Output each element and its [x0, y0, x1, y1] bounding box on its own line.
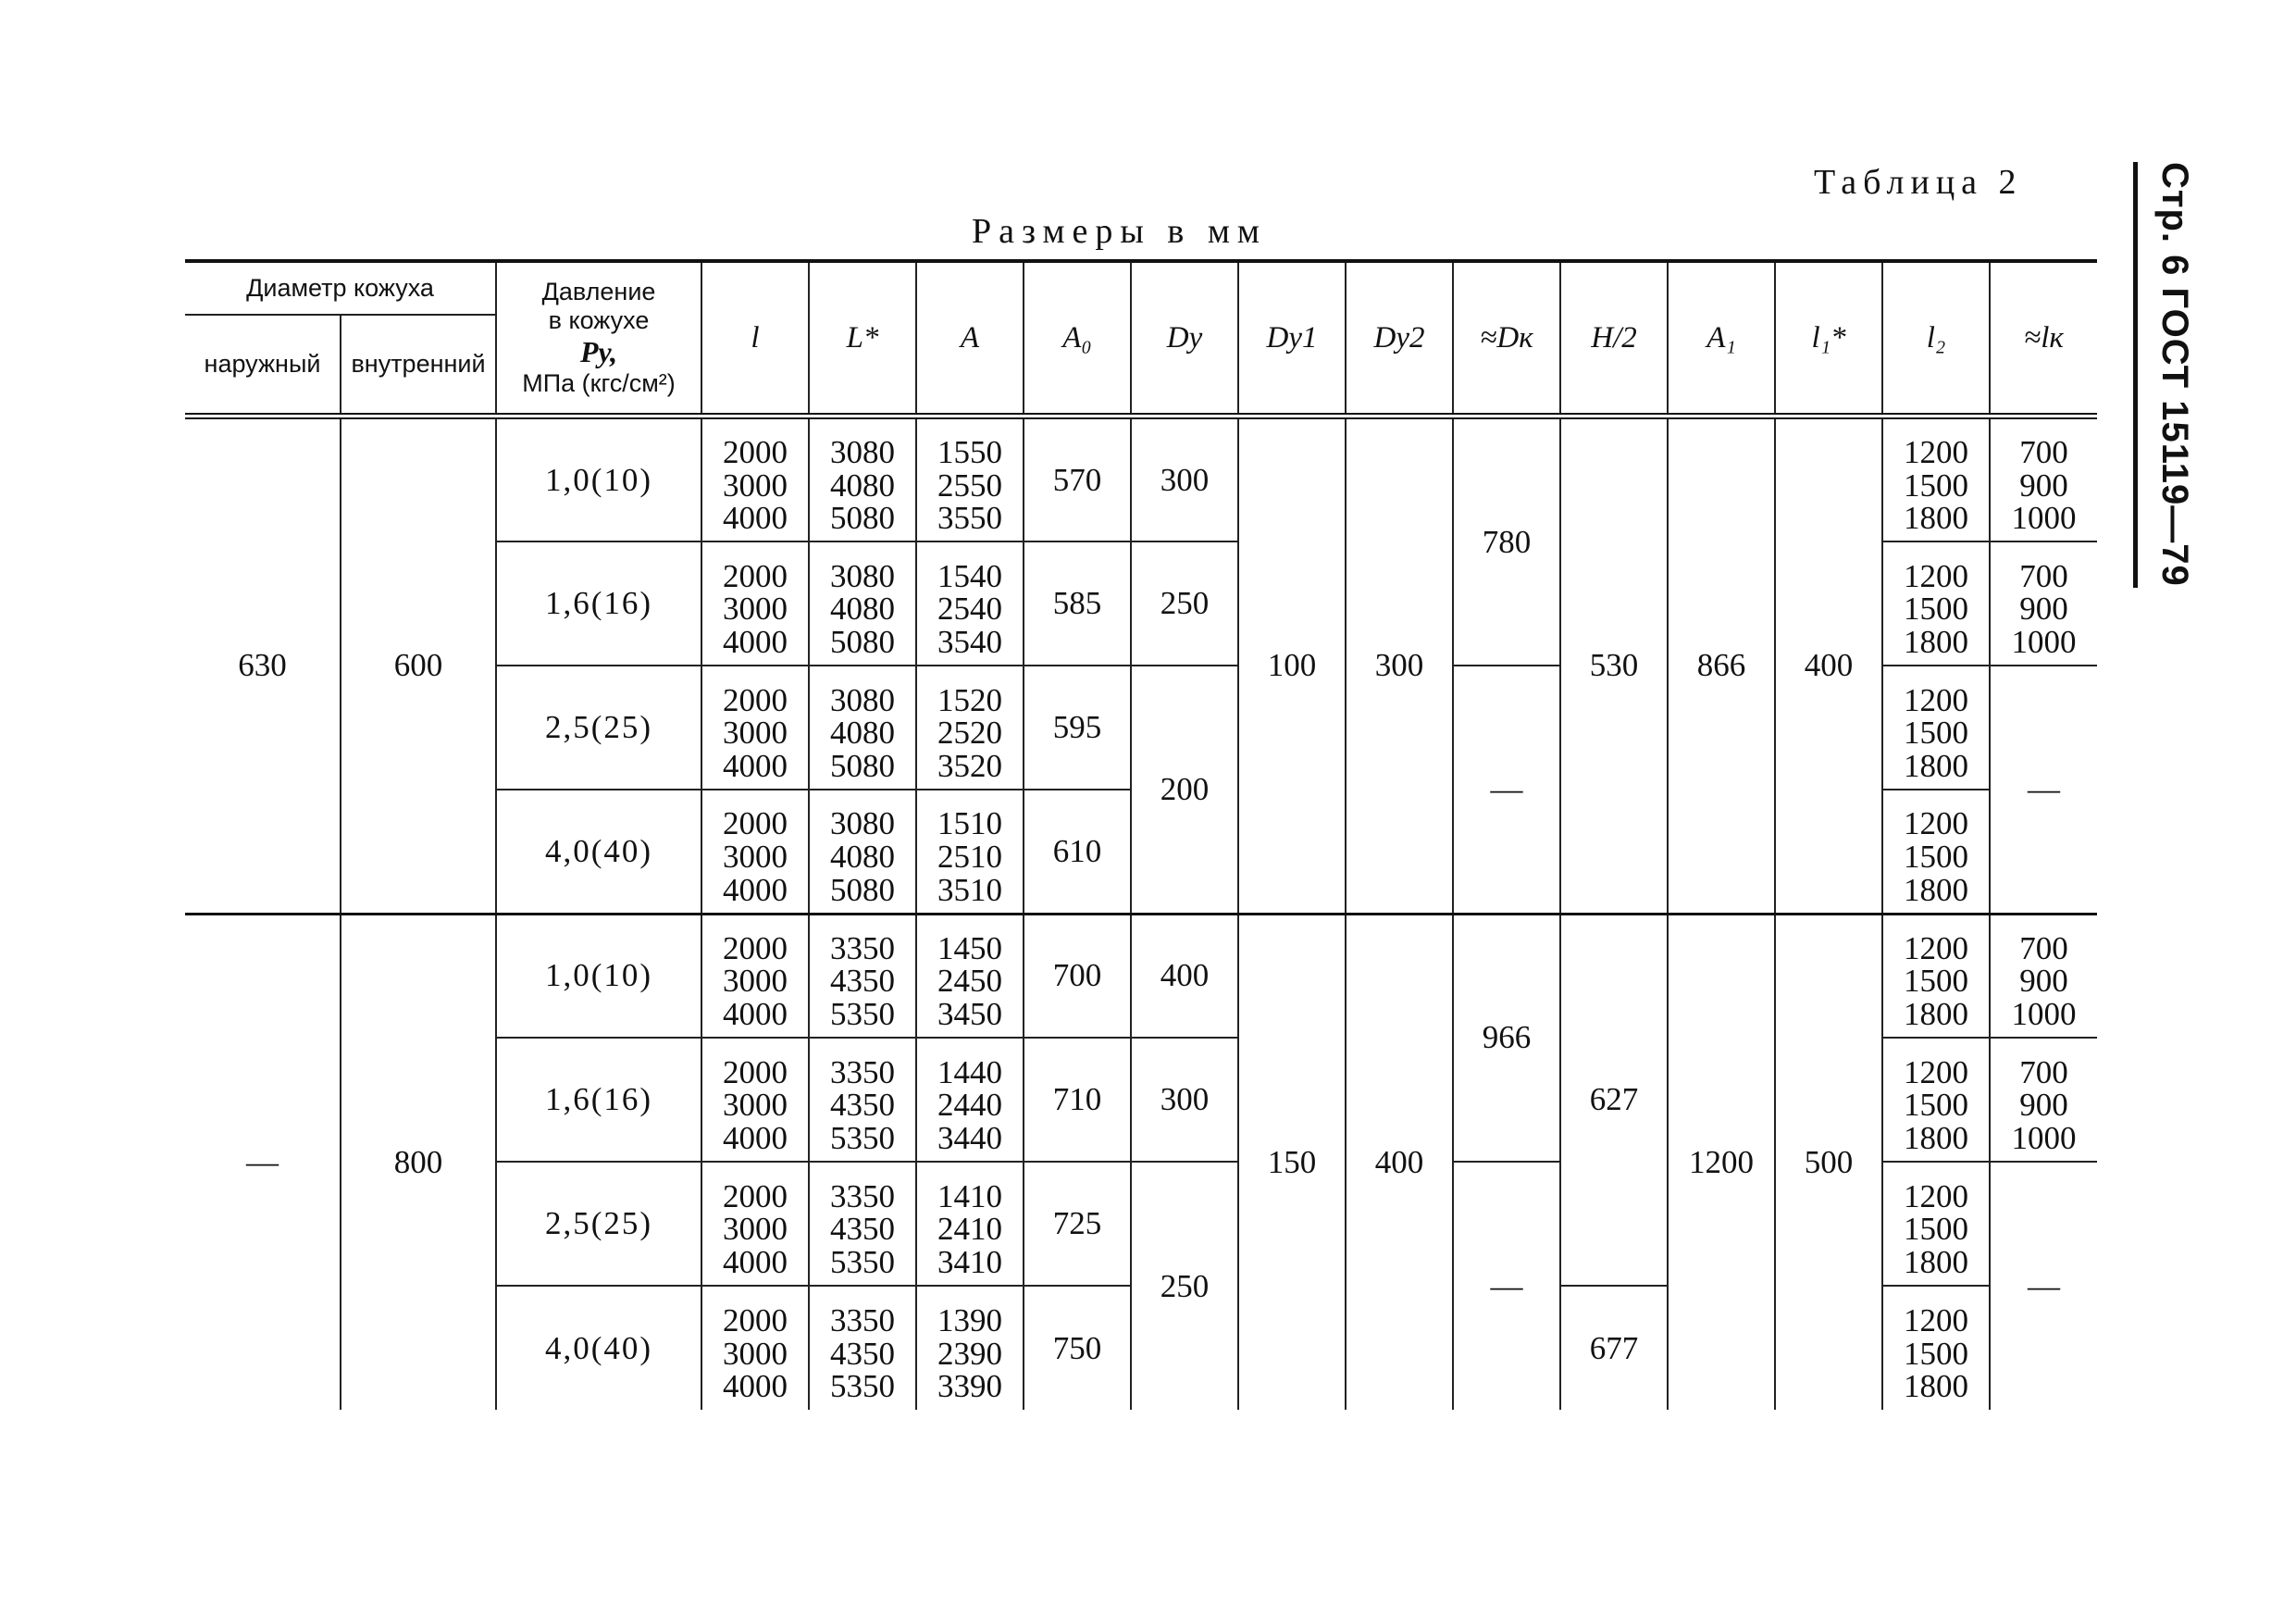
header-outer: наружный [185, 315, 341, 417]
cell-A-value: 2520 [937, 715, 1003, 752]
header-inner: внутренний [341, 315, 496, 417]
cell-L-value: 5350 [830, 1368, 896, 1405]
header-Dy1: Dу1 [1238, 261, 1346, 417]
cell-Dy: 400 [1131, 914, 1238, 1038]
cell-l-value: 2000 [723, 805, 788, 842]
header-Dk: ≈Dк [1453, 261, 1560, 417]
cell-Dy1: 100 [1238, 417, 1346, 915]
cell-lk-value: 700 [2019, 1053, 2068, 1090]
cell-l-value: 3000 [723, 1211, 788, 1248]
cell-l2-value: 1500 [1904, 1211, 1969, 1248]
cell-pressure: 2,5(25) [496, 666, 701, 790]
header-l1: l₁* [1775, 261, 1882, 417]
cell-Dy: 250 [1131, 1162, 1238, 1410]
cell-A [916, 790, 1024, 914]
cell-lk-value: 900 [2019, 1087, 2068, 1124]
cell-lk-value: 1000 [2011, 1119, 2077, 1156]
header-pressure-line3: МПа (кгс/см²) [522, 368, 676, 397]
cell-lk-value: 1000 [2011, 996, 2077, 1033]
cell-L [809, 790, 916, 914]
cell-A [916, 666, 1024, 790]
cell-L [809, 417, 916, 542]
cell-L-value: 5350 [830, 1243, 896, 1280]
cell-pressure: 2,5(25) [496, 1162, 701, 1286]
cell-l-value: 4000 [723, 1243, 788, 1280]
cell-A-value: 1540 [937, 557, 1003, 594]
header-pressure-line1: Давление [541, 278, 656, 306]
cell-Dy: 300 [1131, 1038, 1238, 1162]
cell-pressure: 1,0(10) [496, 417, 701, 542]
cell-A-value: 2510 [937, 838, 1003, 875]
cell-Dk: — [1453, 666, 1560, 914]
cell-pressure: 1,6(16) [496, 1038, 701, 1162]
cell-Dk: 966 [1453, 914, 1560, 1162]
cell-L [809, 666, 916, 790]
cell-pressure: 1,6(16) [496, 541, 701, 666]
cell-l2-value: 1500 [1904, 591, 1969, 628]
header-Dy: Dу [1131, 261, 1238, 417]
header-l: l [701, 261, 809, 417]
cell-l2-value: 1800 [1904, 1243, 1969, 1280]
cell-l2-value: 1800 [1904, 996, 1969, 1033]
header-Dy2: Dу2 [1346, 261, 1453, 417]
cell-L-value: 4080 [830, 715, 896, 752]
cell-lk-value: 700 [2019, 434, 2068, 470]
header-A0: A₀ [1024, 261, 1131, 417]
cell-lk [1990, 541, 2097, 666]
dimensions-label: Размеры в мм [972, 212, 1267, 251]
cell-L-value: 3080 [830, 805, 896, 842]
cell-l [701, 541, 809, 666]
cell-A0: 750 [1024, 1286, 1131, 1410]
cell-L-value: 4350 [830, 1335, 896, 1372]
cell-A-value: 1510 [937, 805, 1003, 842]
cell-l-value: 3000 [723, 715, 788, 752]
cell-L-value: 5080 [830, 747, 896, 784]
cell-l2-value: 1500 [1904, 467, 1969, 504]
cell-l2-value: 1200 [1904, 681, 1969, 718]
cell-L-value: 5080 [830, 500, 896, 537]
cell-l [701, 914, 809, 1038]
cell-A-value: 1410 [937, 1177, 1003, 1214]
cell-L [809, 1038, 916, 1162]
cell-L-value: 4350 [830, 963, 896, 1000]
cell-lk-value: 700 [2019, 929, 2068, 966]
cell-l-value: 4000 [723, 871, 788, 908]
cell-l2 [1882, 1038, 1990, 1162]
cell-A1: 1200 [1668, 914, 1775, 1410]
side-header [2133, 162, 2203, 588]
cell-A [916, 1162, 1024, 1286]
cell-A [916, 914, 1024, 1038]
cell-l-value: 2000 [723, 434, 788, 470]
cell-lk [1990, 417, 2097, 542]
cell-L-value: 5080 [830, 623, 896, 660]
cell-A-value: 3540 [937, 623, 1003, 660]
cell-l [701, 666, 809, 790]
cell-l2-value: 1500 [1904, 1087, 1969, 1124]
cell-H2: 677 [1560, 1286, 1668, 1410]
cell-A [916, 541, 1024, 666]
cell-l2-value: 1800 [1904, 500, 1969, 537]
cell-H2: 627 [1560, 914, 1668, 1286]
cell-l2 [1882, 541, 1990, 666]
cell-l-value: 4000 [723, 996, 788, 1033]
cell-A0: 570 [1024, 417, 1131, 542]
cell-A [916, 417, 1024, 542]
cell-l2-value: 1800 [1904, 623, 1969, 660]
cell-A-value: 1520 [937, 681, 1003, 718]
cell-l-value: 3000 [723, 838, 788, 875]
table-row [185, 914, 2097, 1038]
cell-A [916, 1038, 1024, 1162]
cell-A-value: 3520 [937, 747, 1003, 784]
cell-Dy2: 400 [1346, 914, 1453, 1410]
header-diameter-group: Диаметр кожуха [185, 261, 496, 315]
cell-l [701, 417, 809, 542]
cell-A1: 866 [1668, 417, 1775, 915]
cell-l2-value: 1800 [1904, 747, 1969, 784]
cell-A-value: 2390 [937, 1335, 1003, 1372]
header-pressure-line2: в кожухе [548, 306, 650, 335]
cell-l [701, 1038, 809, 1162]
cell-l-value: 2000 [723, 929, 788, 966]
cell-L-value: 5080 [830, 871, 896, 908]
cell-l [701, 790, 809, 914]
header-pressure-symbol: Pу, [579, 335, 618, 369]
cell-A0: 710 [1024, 1038, 1131, 1162]
cell-lk-value: 900 [2019, 591, 2068, 628]
cell-l2-value: 1200 [1904, 929, 1969, 966]
cell-lk-value: 1000 [2011, 623, 2077, 660]
cell-l2-value: 1200 [1904, 1177, 1969, 1214]
cell-inner-diameter: 800 [341, 914, 496, 1410]
cell-A-value: 3510 [937, 871, 1003, 908]
cell-l-value: 3000 [723, 1335, 788, 1372]
cell-l2-value: 1200 [1904, 434, 1969, 470]
cell-A-value: 3390 [937, 1368, 1003, 1405]
cell-H2: 530 [1560, 417, 1668, 915]
cell-l-value: 2000 [723, 1053, 788, 1090]
table-label: Таблица 2 [1814, 163, 2023, 202]
table-body [185, 417, 2097, 1411]
cell-L-value: 4080 [830, 838, 896, 875]
header-L: L* [809, 261, 916, 417]
cell-L [809, 1286, 916, 1410]
cell-Dk: — [1453, 1162, 1560, 1410]
cell-A-value: 2540 [937, 591, 1003, 628]
cell-l-value: 4000 [723, 1119, 788, 1156]
cell-A-value: 1440 [937, 1053, 1003, 1090]
cell-A-value: 3410 [937, 1243, 1003, 1280]
cell-l2-value: 1200 [1904, 557, 1969, 594]
cell-l1: 500 [1775, 914, 1882, 1410]
cell-l-value: 3000 [723, 1087, 788, 1124]
cell-l2 [1882, 1286, 1990, 1410]
cell-l [701, 1162, 809, 1286]
cell-l-value: 4000 [723, 747, 788, 784]
cell-lk-value: 700 [2019, 557, 2068, 594]
cell-A0: 725 [1024, 1162, 1131, 1286]
cell-A-value: 1550 [937, 434, 1003, 470]
cell-L-value: 4350 [830, 1087, 896, 1124]
cell-A0: 595 [1024, 666, 1131, 790]
cell-A0: 700 [1024, 914, 1131, 1038]
cell-l-value: 4000 [723, 500, 788, 537]
cell-l-value: 2000 [723, 1177, 788, 1214]
cell-lk-value: 900 [2019, 963, 2068, 1000]
cell-l2-value: 1500 [1904, 1335, 1969, 1372]
cell-L-value: 5350 [830, 996, 896, 1033]
table-row [185, 417, 2097, 542]
cell-outer-diameter: — [185, 914, 341, 1410]
cell-Dy1: 150 [1238, 914, 1346, 1410]
cell-L-value: 5350 [830, 1119, 896, 1156]
cell-pressure: 4,0(40) [496, 790, 701, 914]
cell-L-value: 3350 [830, 1053, 896, 1090]
cell-lk-value: 900 [2019, 467, 2068, 504]
cell-lk [1990, 1038, 2097, 1162]
cell-Dk: 780 [1453, 417, 1560, 666]
header-A1: A₁ [1668, 261, 1775, 417]
cell-L-value: 3080 [830, 557, 896, 594]
cell-pressure: 1,0(10) [496, 914, 701, 1038]
cell-l2 [1882, 914, 1990, 1038]
cell-l2-value: 1200 [1904, 805, 1969, 842]
cell-A-value: 2440 [937, 1087, 1003, 1124]
cell-A0: 610 [1024, 790, 1131, 914]
cell-l [701, 1286, 809, 1410]
cell-L [809, 541, 916, 666]
cell-outer-diameter: 630 [185, 417, 341, 915]
cell-l2-value: 1200 [1904, 1053, 1969, 1090]
header-H2: H/2 [1560, 261, 1668, 417]
cell-A-value: 1450 [937, 929, 1003, 966]
cell-inner-diameter: 600 [341, 417, 496, 915]
header-A: A [916, 261, 1024, 417]
cell-L-value: 4080 [830, 467, 896, 504]
cell-L-value: 3080 [830, 434, 896, 470]
header-lk: ≈lк [1990, 261, 2097, 417]
cell-Dy: 200 [1131, 666, 1238, 914]
cell-L-value: 3350 [830, 929, 896, 966]
cell-L-value: 3350 [830, 1302, 896, 1339]
cell-Dy: 300 [1131, 417, 1238, 542]
cell-lk [1990, 914, 2097, 1038]
cell-A-value: 3550 [937, 500, 1003, 537]
cell-l2 [1882, 417, 1990, 542]
cell-l2 [1882, 666, 1990, 790]
cell-l2-value: 1500 [1904, 838, 1969, 875]
cell-l2-value: 1200 [1904, 1302, 1969, 1339]
cell-l2-value: 1800 [1904, 1119, 1969, 1156]
cell-A-value: 3440 [937, 1119, 1003, 1156]
dimensions-table [185, 259, 2097, 1410]
cell-A-value: 3450 [937, 996, 1003, 1033]
cell-L-value: 4080 [830, 591, 896, 628]
cell-L-value: 3350 [830, 1177, 896, 1214]
header-l2: l₂ [1882, 261, 1990, 417]
cell-L-value: 4350 [830, 1211, 896, 1248]
cell-l2-value: 1800 [1904, 871, 1969, 908]
cell-lk: — [1990, 666, 2097, 914]
cell-l-value: 3000 [723, 963, 788, 1000]
cell-l-value: 3000 [723, 591, 788, 628]
cell-pressure: 4,0(40) [496, 1286, 701, 1410]
cell-A-value: 2450 [937, 963, 1003, 1000]
cell-A [916, 1286, 1024, 1410]
cell-l-value: 4000 [723, 1368, 788, 1405]
cell-l-value: 2000 [723, 1302, 788, 1339]
side-header-text: Стр. 6 ГОСТ 15119—79 [2154, 162, 2195, 587]
cell-l-value: 4000 [723, 623, 788, 660]
cell-l-value: 2000 [723, 557, 788, 594]
cell-l2-value: 1500 [1904, 715, 1969, 752]
cell-l2-value: 1800 [1904, 1368, 1969, 1405]
cell-l-value: 2000 [723, 681, 788, 718]
cell-l2-value: 1500 [1904, 963, 1969, 1000]
cell-L [809, 914, 916, 1038]
cell-lk: — [1990, 1162, 2097, 1410]
cell-A-value: 1390 [937, 1302, 1003, 1339]
cell-A-value: 2410 [937, 1211, 1003, 1248]
cell-l2 [1882, 790, 1990, 914]
cell-A-value: 2550 [937, 467, 1003, 504]
cell-Dy: 250 [1131, 541, 1238, 666]
cell-lk-value: 1000 [2011, 500, 2077, 537]
cell-Dy2: 300 [1346, 417, 1453, 915]
cell-l-value: 3000 [723, 467, 788, 504]
cell-A0: 585 [1024, 541, 1131, 666]
cell-L-value: 3080 [830, 681, 896, 718]
cell-l2 [1882, 1162, 1990, 1286]
cell-l1: 400 [1775, 417, 1882, 915]
header-pressure [496, 261, 701, 417]
cell-L [809, 1162, 916, 1286]
